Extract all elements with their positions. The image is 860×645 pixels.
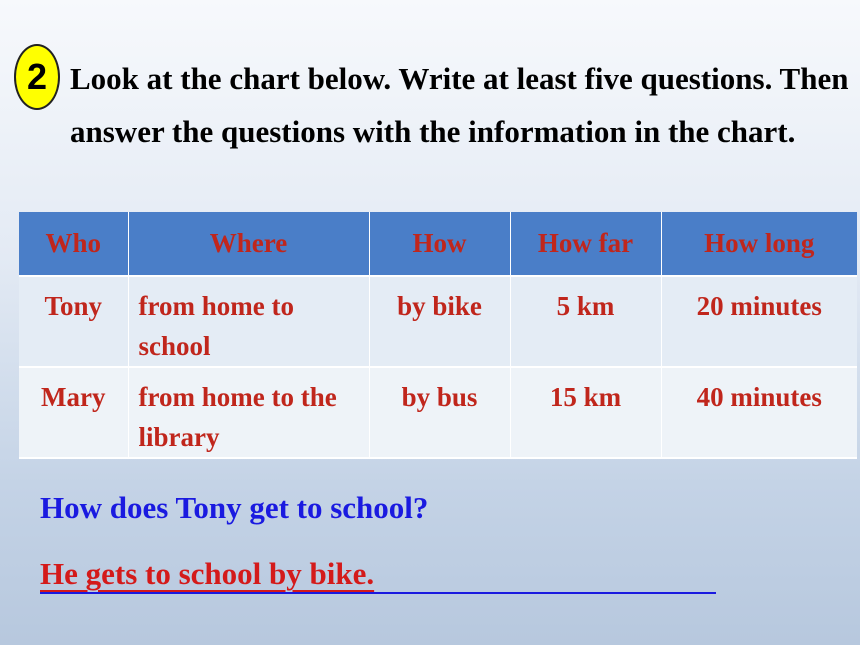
cell-who: Tony (19, 276, 128, 367)
header-who: Who (19, 212, 128, 276)
header-where: Where (128, 212, 369, 276)
header-how-far: How far (510, 212, 661, 276)
cell-where: from home to school (128, 276, 369, 367)
example-answer: He gets to school by bike. (40, 556, 375, 591)
cell-how-far: 15 km (510, 367, 661, 458)
header-how-long: How long (661, 212, 857, 276)
cell-where: from home to the library (128, 367, 369, 458)
answer-blank-line (40, 592, 716, 594)
exercise-number-badge: 2 (14, 44, 60, 110)
table-header-row (19, 212, 857, 276)
table-row (19, 367, 857, 458)
cell-how: by bike (369, 276, 510, 367)
travel-chart (19, 212, 857, 459)
header-how: How (369, 212, 510, 276)
cell-how-long: 40 minutes (661, 367, 857, 458)
cell-how-far: 5 km (510, 276, 661, 367)
example-question: How does Tony get to school? (40, 490, 429, 525)
cell-how-long: 20 minutes (661, 276, 857, 367)
table-row (19, 276, 857, 367)
cell-how: by bus (369, 367, 510, 458)
cell-who: Mary (19, 367, 128, 458)
instructions-text: Look at the chart below. Write at least five questions. Then answer the questions with the information in the chart. (70, 61, 849, 149)
